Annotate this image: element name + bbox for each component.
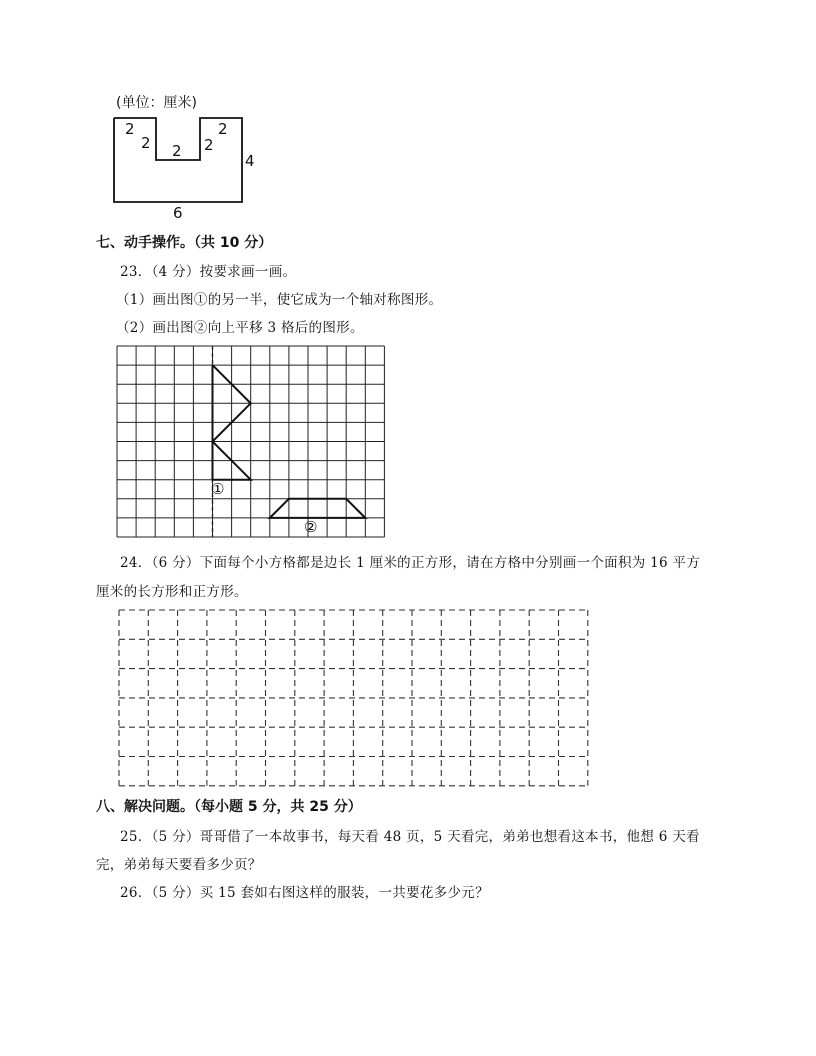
- dim-label-width: 6: [173, 204, 183, 222]
- dim-label-top-right: 2: [218, 120, 228, 138]
- q23-stem: 23．（4 分）按要求画一画。: [120, 264, 297, 280]
- q23-sub2: （2）画出图②向上平移 3 格后的图形。: [116, 320, 364, 336]
- section7-title: 七、动手操作。（共 10 分）: [96, 235, 273, 251]
- figure2-marker: ②: [304, 518, 318, 536]
- figure1-marker: ①: [211, 480, 225, 498]
- dim-label-height: 4: [245, 152, 255, 170]
- q23-sub1: （1）画出图①的另一半，使它成为一个轴对称图形。: [116, 292, 443, 308]
- dim-label-bottom-notch: 2: [172, 142, 182, 160]
- dim-label-inner-left: 2: [141, 134, 151, 152]
- section8-title: 八、解决问题。（每小题 5 分，共 25 分）: [96, 799, 362, 815]
- q24-line2: 厘米的长方形和正方形。: [96, 584, 248, 600]
- q25-line1: 25．（5 分）哥哥借了一本故事书，每天看 48 页，5 天看完，弟弟也想看这本书，他想 6 天看: [120, 829, 700, 845]
- dim-label-top-left: 2: [125, 120, 135, 138]
- unit-label: (单位：厘米): [116, 95, 197, 111]
- q25-line2: 完，弟弟每天要看多少页？: [96, 857, 262, 873]
- q24-line1: 24．（6 分）下面每个小方格都是边长 1 厘米的正方形，请在方格中分别画一个面积为 16 平方: [120, 555, 701, 571]
- q26-line1: 26．（5 分）买 15 套如右图这样的服装，一共要花多少元？: [120, 885, 489, 901]
- dim-label-inner-right: 2: [204, 136, 214, 154]
